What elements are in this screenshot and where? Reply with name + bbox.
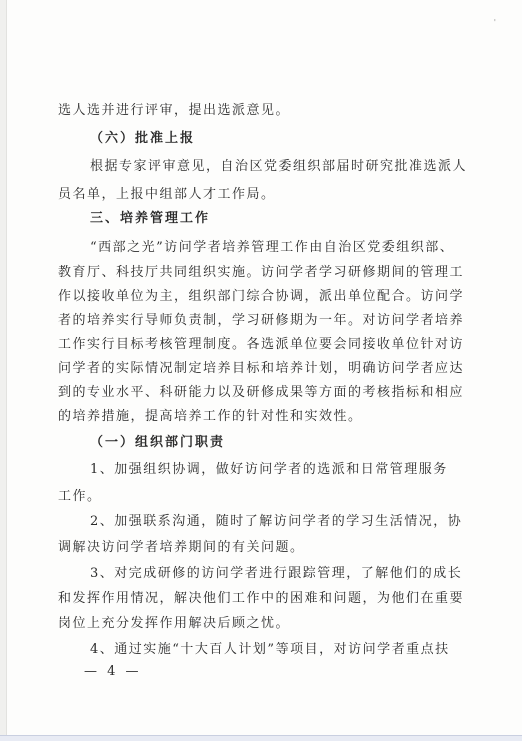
text-line: 工作。 bbox=[58, 489, 102, 504]
text-line: 根据专家评审意见，自治区党委组织部届时研究批准选派人 bbox=[90, 159, 468, 174]
page-number: — 4 — bbox=[84, 664, 142, 679]
scan-edge-bottom bbox=[0, 735, 522, 741]
text-line: 3、对完成研修的访问学者进行跟踪管理，了解他们的成长 bbox=[90, 566, 463, 581]
text-line: 的培养措施，提高培养工作的针对性和实效性。 bbox=[58, 409, 363, 424]
text-line: 4、通过实施“十大百人计划”等项目，对访问学者重点扶 bbox=[90, 642, 450, 657]
text-line: 教育厅、科技厅共同组织实施。访问学者学习研修期间的管理工 bbox=[58, 265, 465, 280]
text-line: 问学者的实际情况制定培养目标和培养计划，明确访问学者应达 bbox=[58, 361, 465, 376]
scan-edge-left bbox=[0, 0, 7, 741]
text-line: 岗位上充分发挥作用解决后顾之忧。 bbox=[58, 616, 291, 631]
text-line: 和发挥作用情况，解决他们工作中的困难和问题，为他们在重要 bbox=[58, 591, 465, 606]
text-line: 选人选并进行评审，提出选派意见。 bbox=[58, 103, 291, 118]
text-line: 员名单，上报中组部人才工作局。 bbox=[58, 187, 276, 202]
text-line: 到的专业水平、科研能力以及研修成果等方面的考核指标和相应 bbox=[58, 385, 465, 400]
section-heading: （一）组织部门职责 bbox=[90, 435, 226, 450]
text-line: 2、加强联系沟通，随时了解访问学者的学习生活情况，协 bbox=[90, 514, 463, 529]
text-line: “西部之光”访问学者培养管理工作由自治区党委组织部、 bbox=[90, 240, 455, 255]
corner-mark: ' bbox=[493, 18, 496, 27]
section-heading: 三、培养管理工作 bbox=[90, 211, 211, 226]
section-heading: （六）批准上报 bbox=[90, 131, 196, 146]
text-line: 作以接收单位为主，组织部门综合协调，派出单位配合。访问学 bbox=[58, 289, 465, 304]
text-line: 者的培养实行导师负责制，学习研修期为一年。对访问学者培养 bbox=[58, 313, 465, 328]
text-line: 工作实行目标考核管理制度。各选派单位要会同接收单位针对访 bbox=[58, 337, 465, 352]
text-line: 调解决访问学者培养期间的有关问题。 bbox=[58, 540, 305, 555]
text-line: 1、加强组织协调，做好访问学者的选派和日常管理服务 bbox=[90, 462, 448, 477]
